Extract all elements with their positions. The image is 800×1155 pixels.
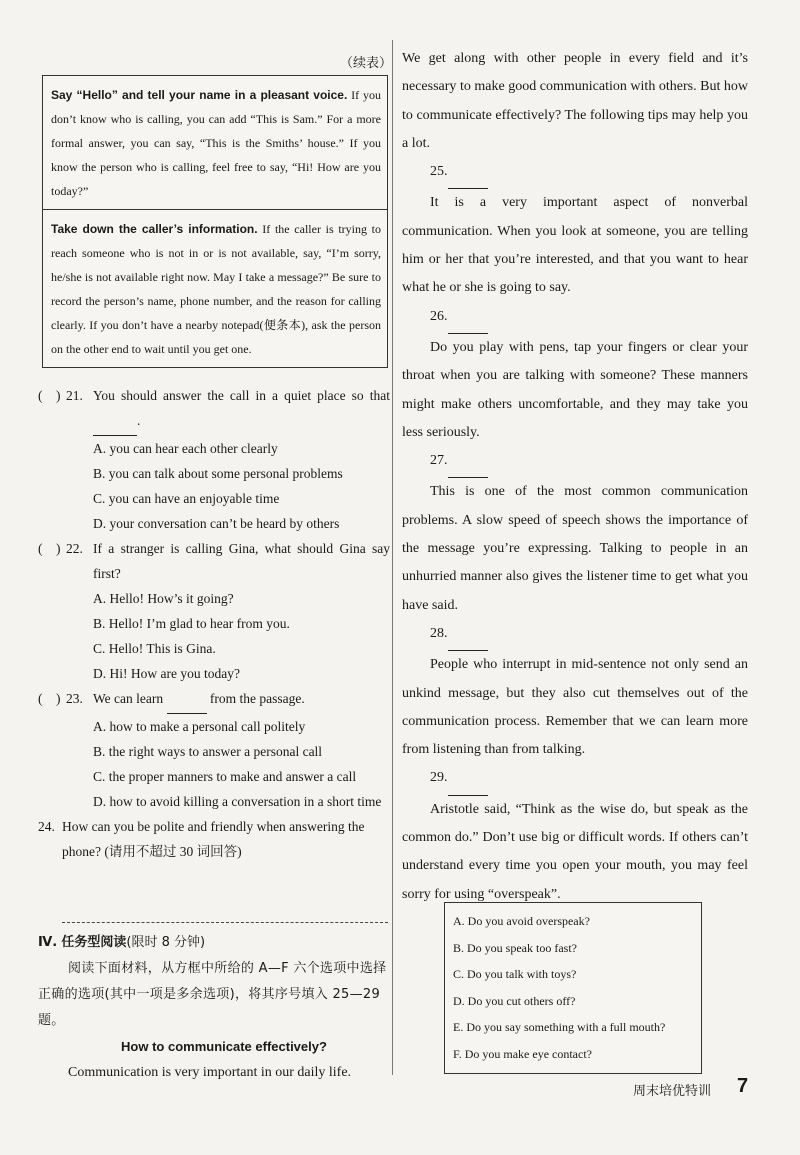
option-22b[interactable]: B. Hello! I’m glad to hear from you. xyxy=(93,616,290,631)
option-23d[interactable] xyxy=(38,789,390,814)
option-b: B. Do you speak too fast? xyxy=(453,940,577,955)
blank-26 xyxy=(402,303,748,334)
answer-blank[interactable] xyxy=(448,766,488,795)
passage-paragraph: It is a very important aspect of nonverbal communication. When you look at someone, you are telling him or her that you’re interested, and that you want to hear what he or she is going to say. xyxy=(402,195,748,296)
question-number: 22. xyxy=(66,541,83,556)
answer-blank[interactable] xyxy=(93,410,137,436)
answer-blank[interactable] xyxy=(448,622,488,651)
section-instructions: 阅读下面材料，从方框中所给的 A—F 六个选项中选择正确的选项(其中一项是多余选项)，将其序号填入 25—29 题。 xyxy=(38,961,387,1028)
option-21a[interactable]: A. you can hear each other clearly xyxy=(93,441,278,456)
passage-continued xyxy=(402,45,748,909)
table-row-title: Say “Hello” and tell your name in a pleasant voice. xyxy=(51,88,348,102)
answer-blank[interactable] xyxy=(448,160,488,189)
answer-paren[interactable]: ( ) xyxy=(38,541,61,556)
question-21 xyxy=(38,383,390,436)
table-row-caller-info xyxy=(43,209,387,367)
question-23 xyxy=(38,686,390,714)
option-21b[interactable]: B. you can talk about some personal problems xyxy=(93,466,343,481)
question-number: 24. xyxy=(38,819,55,834)
blank-number: 25. xyxy=(430,164,448,180)
table-row-body: If the caller is trying to reach someone who is not in or is not available, say, “I’m sorry, he/she is not available right now. May I take a message?” Be sure to record the person’s name, phone number, and the reason for calling clearly. If you don’t have a nearby notepad(便条本), ask the person on the other end to wait until you get one. xyxy=(51,222,381,356)
option-21d[interactable]: D. your conversation can’t be heard by others xyxy=(93,516,340,531)
answer-blank[interactable] xyxy=(448,305,488,334)
passage-paragraph: Communication is very important in our daily life. xyxy=(68,1065,352,1080)
question-24 xyxy=(38,814,390,864)
section-iv xyxy=(38,930,390,1086)
question-number: 21. xyxy=(66,388,83,403)
option-a: A. Do you avoid overspeak? xyxy=(453,914,590,928)
option-d: D. Do you cut others off? xyxy=(453,993,576,1008)
question-text: You should answer the call in a quiet place so that xyxy=(93,388,390,403)
passage-paragraph: This is one of the most common communication problems. A slow speed of speech shows the importance of the message you’re expressing. Talking to people in an unhurried manner also gives the listener time to get what you have said. xyxy=(402,484,748,613)
table-row-hello xyxy=(43,76,387,209)
question-22 xyxy=(38,536,390,586)
answer-blank[interactable] xyxy=(167,688,207,714)
blank-number: 29. xyxy=(430,770,448,786)
page-number: 7 xyxy=(737,1075,749,1097)
option-e: E. Do you say something with a full mouth? xyxy=(453,1020,666,1034)
passage-paragraph: People who interrupt in mid-sentence not only send an unkind message, but they also cut themselves out of the communication process. Remember that we can learn more from listening than from talking. xyxy=(402,657,748,758)
blank-number: 27. xyxy=(430,453,448,469)
option-f: F. Do you make eye contact? xyxy=(453,1046,592,1061)
answer-paren[interactable]: ( ) xyxy=(38,388,61,403)
blank-number: 28. xyxy=(430,625,448,641)
option-22d[interactable]: D. Hi! How are you today? xyxy=(93,666,240,681)
option-23a[interactable]: A. how to make a personal call politely xyxy=(93,719,306,734)
question-list xyxy=(38,383,390,864)
answer-blank[interactable] xyxy=(448,449,488,478)
option-22a[interactable]: A. Hello! How’s it going? xyxy=(93,591,234,606)
option-23c[interactable] xyxy=(38,764,390,789)
passage-title: How to communicate effectively? xyxy=(121,1039,327,1054)
blank-29 xyxy=(402,764,748,795)
passage-paragraph: Aristotle said, “Think as the wise do, but speak as the common do.” Don’t use big or difficult words. If others can’t understand every time you open your mouth, you may feel sorry for using “overspeak”. xyxy=(402,801,748,902)
option-c: C. Do you talk with toys? xyxy=(453,967,577,981)
options-box xyxy=(444,902,702,1074)
section-heading xyxy=(38,930,390,956)
question-text: How can you be polite and friendly when answering the phone? (请用不超过 30 词回答) xyxy=(62,819,365,859)
answer-paren[interactable]: ( ) xyxy=(38,691,61,706)
option-text: C. the proper manners to make and answer a call xyxy=(93,769,357,784)
option-23b[interactable]: B. the right ways to answer a personal call xyxy=(93,744,323,759)
answer-line[interactable] xyxy=(62,922,388,923)
table-row-body: If you don’t know who is calling, you can add “This is Sam.” For a more formal answer, you can say, “This is the Smiths’ house.” If you know the person who is calling, feel free to say, “Hi! How are you today?” xyxy=(51,88,381,198)
blank-25 xyxy=(402,158,748,189)
blank-number: 26. xyxy=(430,308,448,324)
question-text-end: . xyxy=(137,413,141,428)
section-time: (限时 8 分钟) xyxy=(126,935,206,950)
question-text: If a stranger is calling Gina, what should Gina say first? xyxy=(93,541,390,581)
continued-label: （续表） xyxy=(340,55,393,70)
question-text-end: from the passage. xyxy=(209,691,305,706)
option-21c[interactable]: C. you can have an enjoyable time xyxy=(93,491,280,506)
blank-27 xyxy=(402,447,748,478)
section-number: Ⅳ. xyxy=(38,935,58,950)
option-22c[interactable]: C. Hello! This is Gina. xyxy=(93,641,216,656)
passage-paragraph: We get along with other people in every field and it’s necessary to make good communication with others. But how to communicate effectively? The following tips may help you a lot. xyxy=(402,51,748,151)
footer-title: 周末培优特训 xyxy=(633,1084,712,1099)
column-divider xyxy=(392,40,393,1075)
passage-paragraph: Do you play with pens, tap your fingers or clear your throat when you are talking with someone? These manners might make others uncomfortable, and they may take you less seriously. xyxy=(402,339,748,440)
table-row-title: Take down the caller’s information. xyxy=(51,222,258,236)
phone-tips-table xyxy=(42,75,388,368)
option-text: D. how to avoid killing a conversation in a short time xyxy=(93,794,382,809)
section-title: 任务型阅读 xyxy=(61,935,127,950)
question-number: 23. xyxy=(66,691,83,706)
question-text: We can learn xyxy=(93,691,164,706)
blank-28 xyxy=(402,620,748,651)
